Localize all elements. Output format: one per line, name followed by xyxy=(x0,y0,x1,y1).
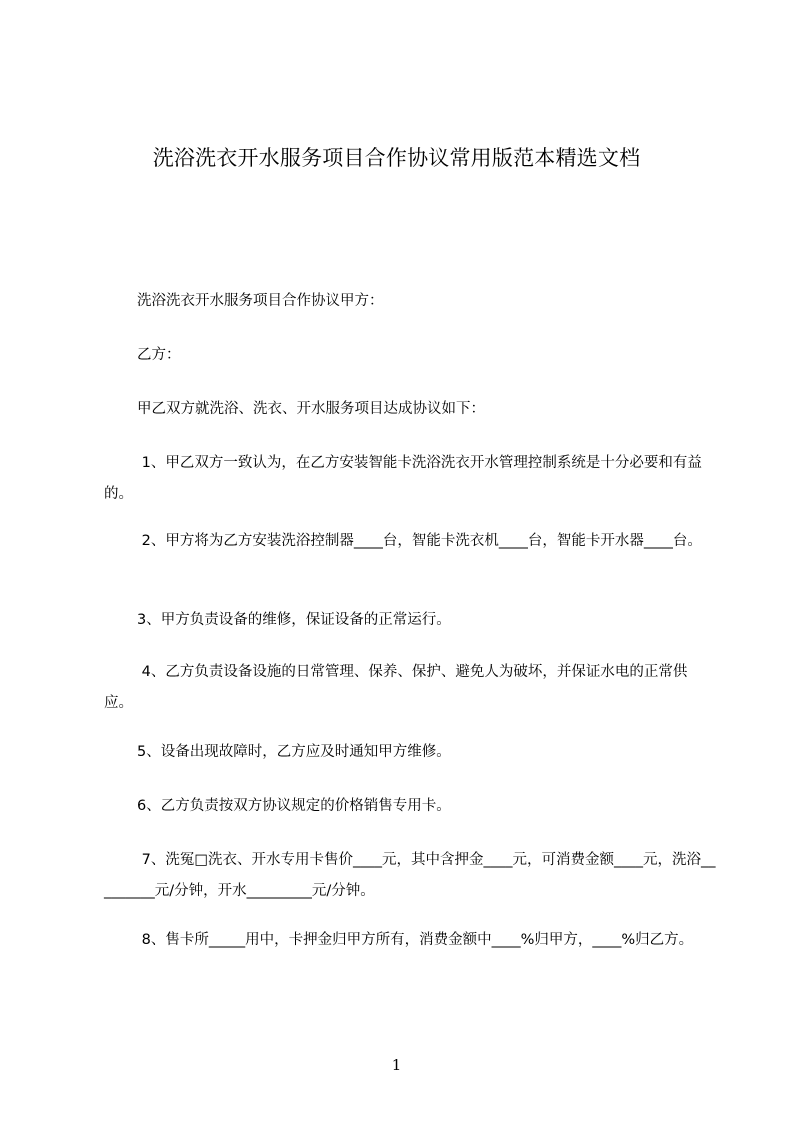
paragraph-clause-2: 2、甲方将为乙方安装洗浴控制器____台，智能卡洗衣机____台，智能卡开水器____台。 xyxy=(137,533,702,549)
document-title: 洗浴洗衣开水服务项目合作协议常用版范本精选文档 xyxy=(152,146,641,170)
paragraph-clause-3: 3、甲方负责设备的维修，保证设备的正常运行。 xyxy=(137,612,451,628)
paragraph-clause-1: 1、甲乙双方一致认为，在乙方安装智能卡洗浴洗衣开水管理控制系统是十分必要和有益的。 xyxy=(104,455,702,502)
paragraph-party-b: 乙方： xyxy=(137,347,181,363)
paragraph-clause-7: 7、洗冤□洗衣、开水专用卡售价____元，其中含押金____元，可消费金额____元，洗浴_________元/分钟，开水_________元/分钟。 xyxy=(104,852,716,899)
paragraph-clause-6: 6、乙方负责按双方协议规定的价格销售专用卡。 xyxy=(137,798,451,814)
paragraph-clause-5: 5、设备出现故障时，乙方应及时通知甲方维修。 xyxy=(137,744,451,760)
paragraph-clause-4: 4、乙方负责设备设施的日常管理、保养、保护、避免人为破坏，并保证水电的正常供应。 xyxy=(104,664,688,711)
paragraph-party-a: 洗浴洗衣开水服务项目合作协议甲方： xyxy=(137,293,384,309)
paragraph-clause-8: 8、售卡所_____用中，卡押金归甲方所有，消费金额中____%归甲方，____%归乙方。 xyxy=(137,932,694,948)
paragraph-agreement-intro: 甲乙双方就洗浴、洗衣、开水服务项目达成协议如下： xyxy=(137,401,485,417)
page-number: 1 xyxy=(391,1056,402,1074)
